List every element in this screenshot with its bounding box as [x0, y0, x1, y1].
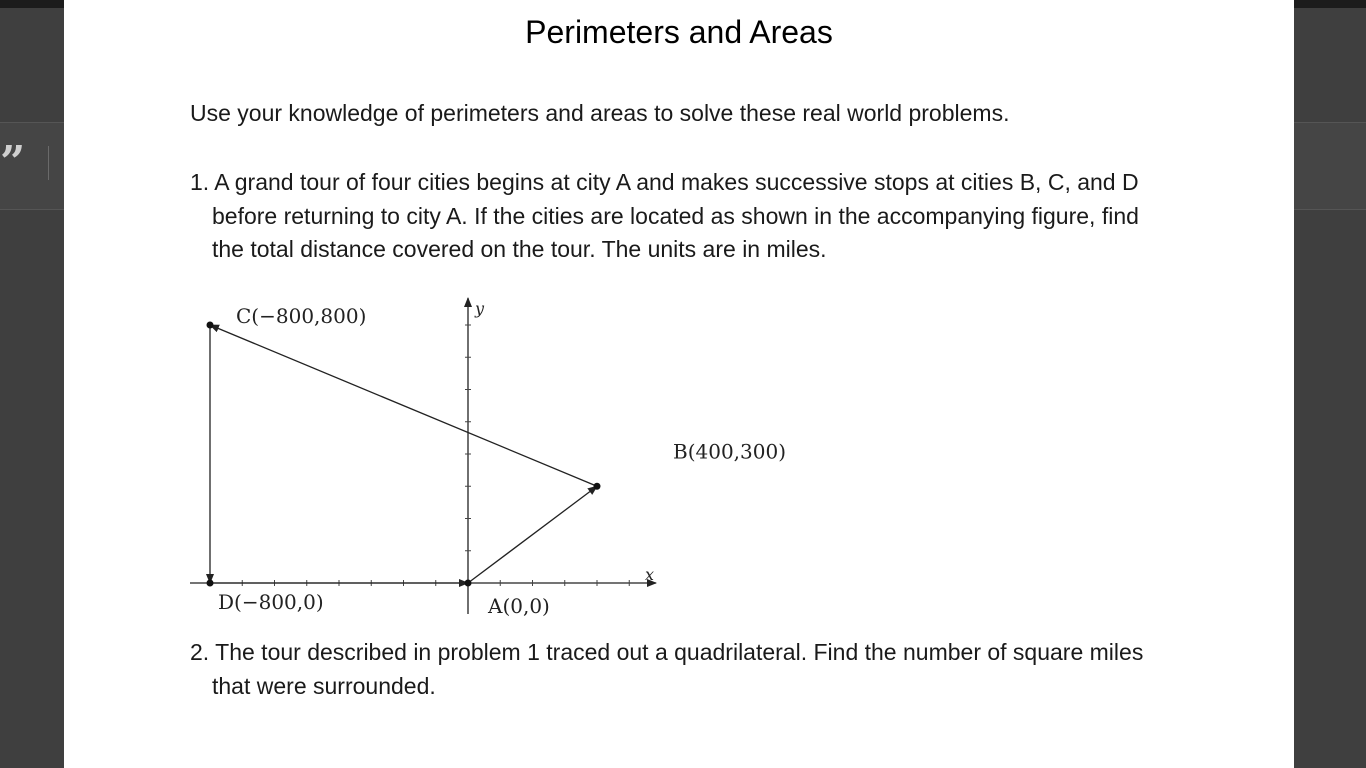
quote-icon[interactable]: ” [0, 137, 22, 188]
document-page [64, 0, 1294, 768]
page-title: Perimeters and Areas [525, 14, 833, 50]
label-B: B(400,300) [673, 439, 787, 464]
label-A: A(0,0) [488, 594, 550, 618]
tour-path [210, 325, 597, 583]
tour-edge-A-B [468, 486, 597, 583]
point-B [594, 483, 601, 490]
intro-text: Use your knowledge of perimeters and areas to solve these real world problems. [190, 100, 1010, 126]
x-axis-label: x [645, 565, 655, 584]
toolbar-divider [48, 146, 49, 180]
city-labels [218, 304, 786, 618]
label-C: C(−800,800) [236, 304, 367, 328]
point-C [207, 322, 214, 329]
problem-1: 1. A grand tour of four cities begins at city A and makes successive stops at cities B, C, and D before returning to city A. If the cities are located as shown in the accompanying figure, find the total distance covered on the tour. The units are in miles. [190, 169, 1139, 262]
tour-figure [186, 292, 787, 628]
problem-2: 2. The tour described in problem 1 traced out a quadrilateral. Find the number of square miles that were surrounded. [190, 639, 1144, 699]
tour-edge-B-C [210, 325, 597, 486]
right-toolbar-strip [1294, 122, 1366, 210]
label-D: D(−800,0) [218, 590, 324, 614]
y-axis-label: y [475, 299, 485, 318]
point-D [207, 580, 214, 587]
point-A [465, 580, 472, 587]
city-points [207, 322, 601, 587]
